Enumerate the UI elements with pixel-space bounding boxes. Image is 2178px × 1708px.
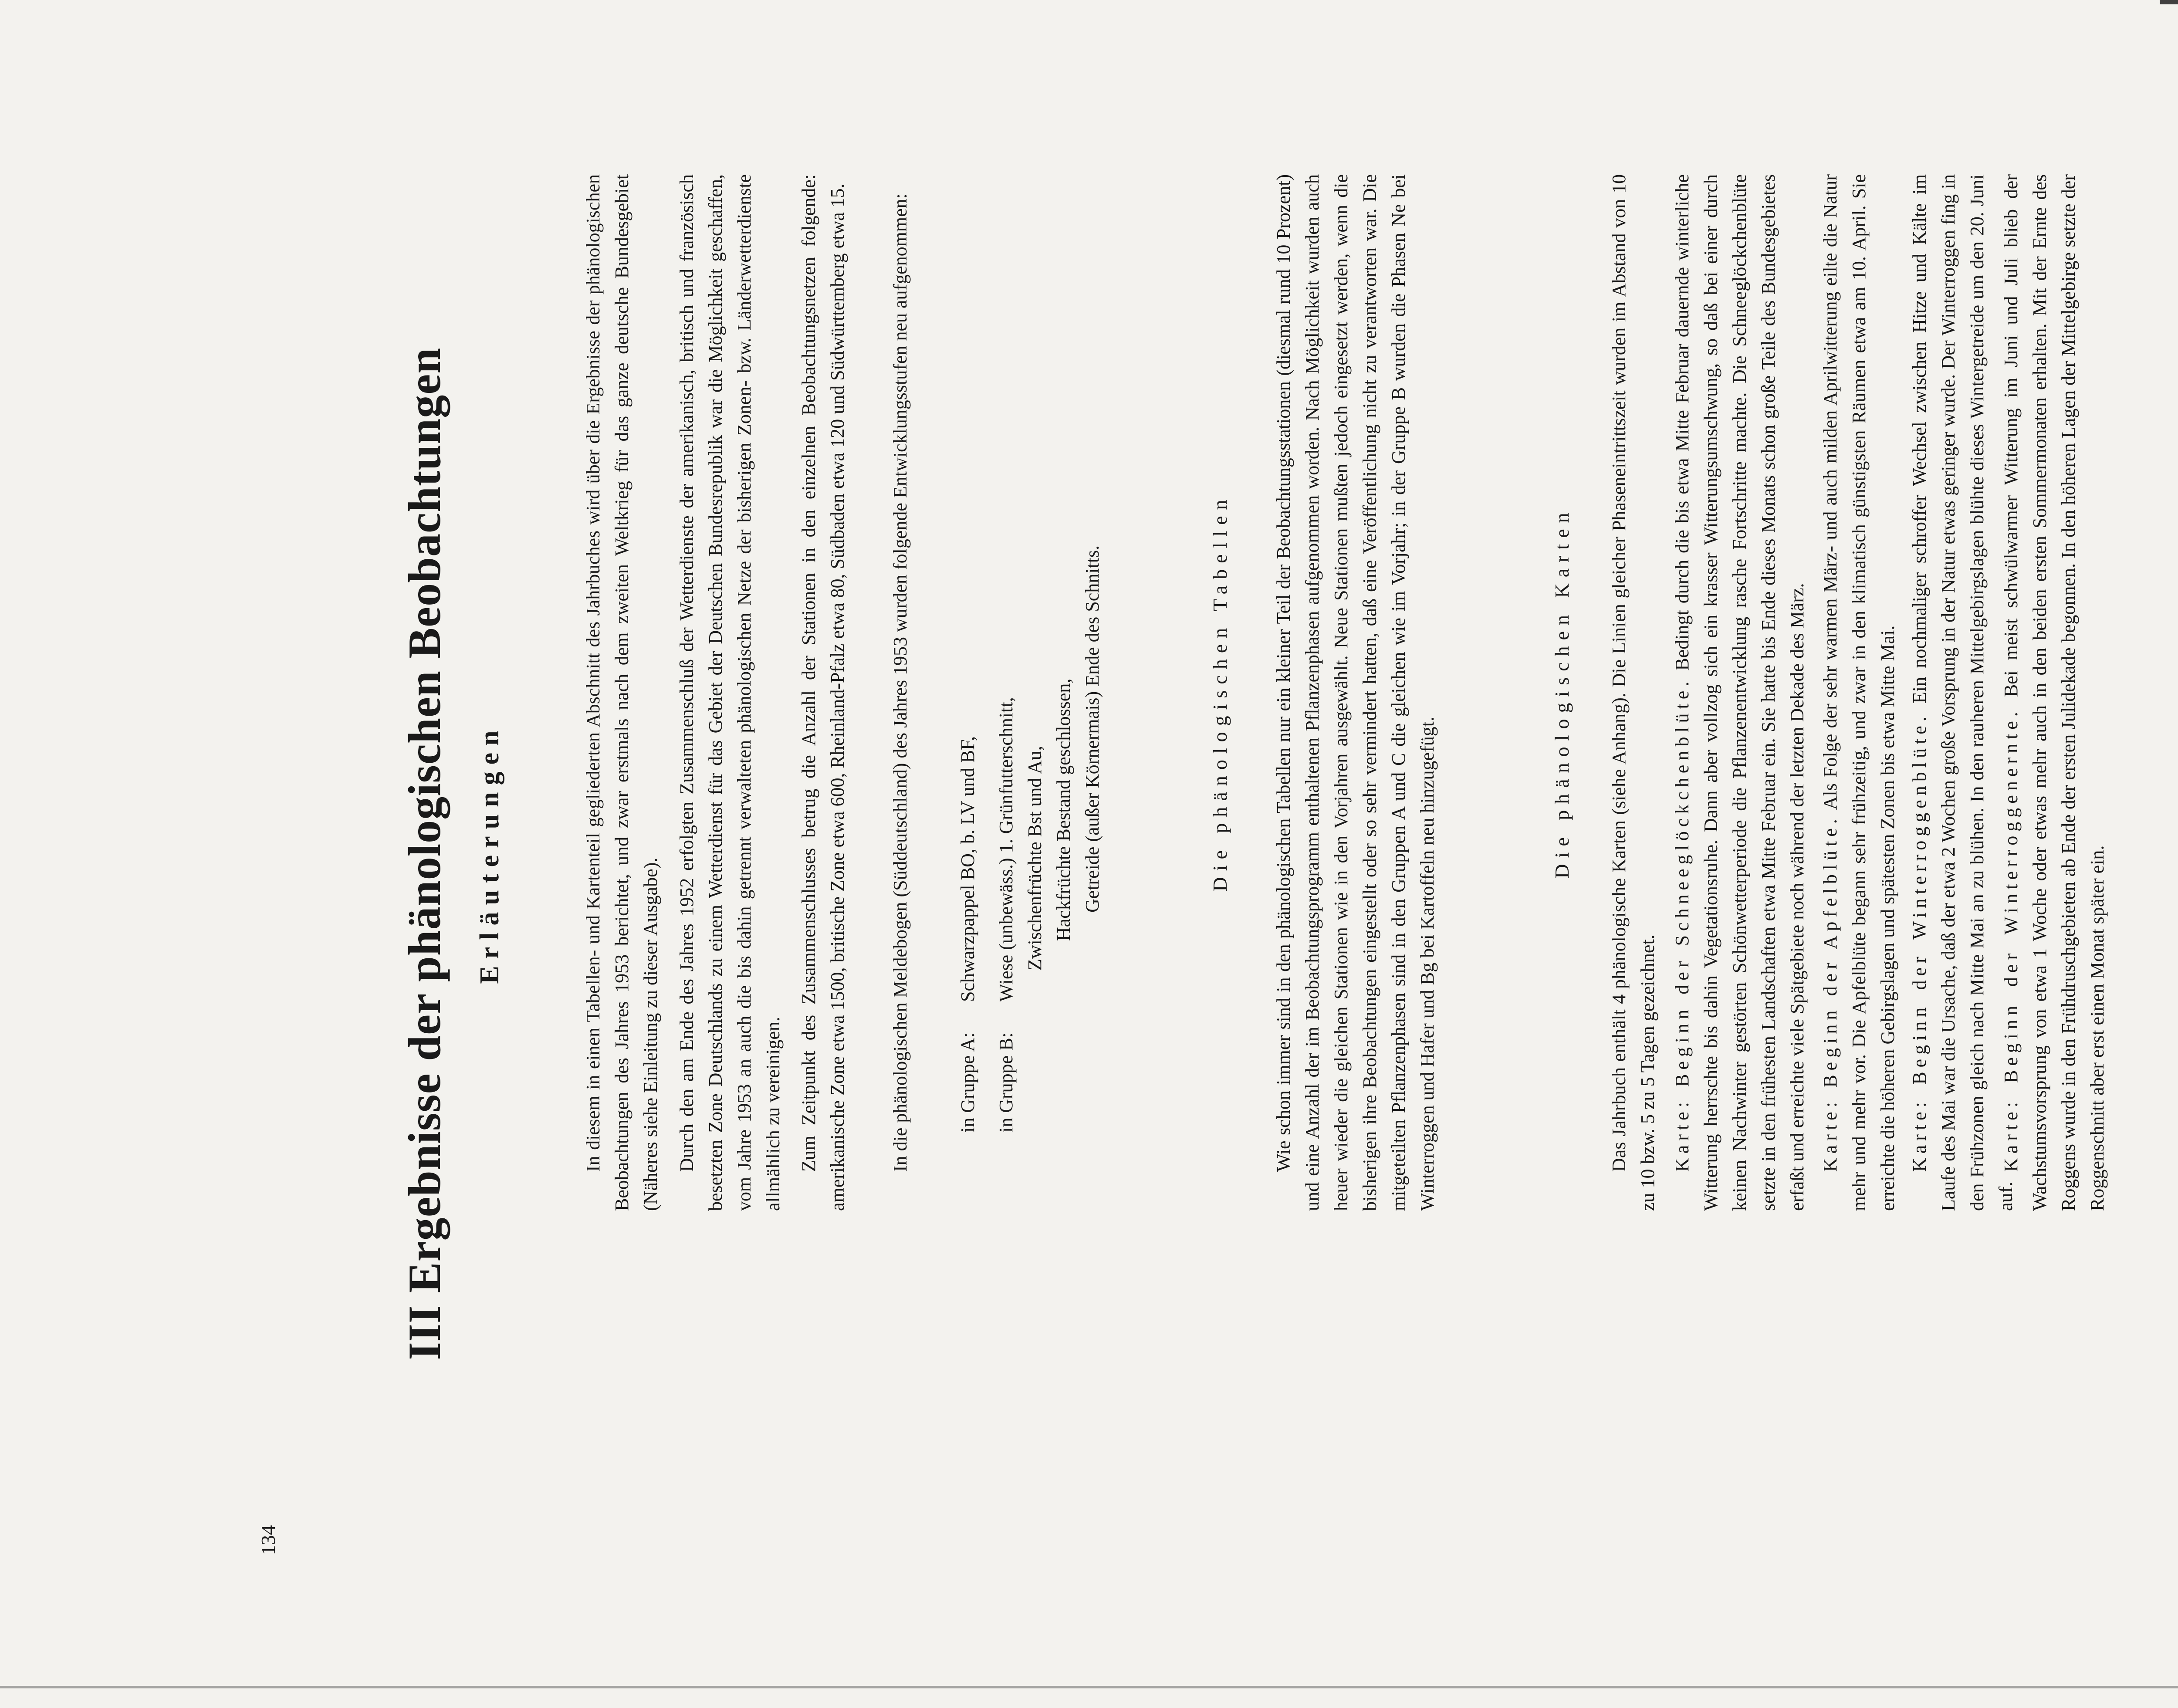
scan-edge-line xyxy=(0,1686,2178,1688)
map-apple-text: Als Folge der sehr warmen März- und auch milden Aprilwitterung eilte die Natur mehr und mehr vor. Die Apfelblüte begann sehr frühzeitig, und zwar in den klimatisch günstigsten Räumen etwa am 10. April. Sie erreichte die höheren Gebirgslagen und spätesten Zonen bis etwa Mitte Mai. xyxy=(1820,174,1898,1211)
intro-paragraph-3: Zum Zeitpunkt des Zusammenschlusses betrug die Anzahl der Stationen in den einzelnen Beobachtungsnetzen folgende: amerikanische Zone etwa 1500, britische Zone etwa 600, Rheinland-Pfalz etwa 80, Südbaden etwa 120 und Südwürttemberg etwa 15. xyxy=(798,174,848,1211)
group-b-line-3: Hackfrüchte Bestand geschlossen, xyxy=(1053,678,1074,941)
main-title: III Ergebnisse der phänologischen Beobachtungen xyxy=(399,347,450,1360)
intro-paragraph-1: In diesem in einen Tabellen- und Kartenteil gegliederten Abschnitt des Jahrbuches wird über die Ergebnisse der phänologischen Beobachtungen des Jahres 1953 berichtet, und zwar erstmals nach dem zweiten Weltkrieg für das ganze deutsche Bundesgebiet (Näheres siehe Einleitung zu dieser Ausgabe). xyxy=(582,174,661,1211)
intro-paragraph-4: In die phänologischen Meldebogen (Süddeutschland) des Jahres 1953 wurden folgende Entwicklungsstufen neu aufgenommen: xyxy=(889,193,911,1172)
map-snowdrop-label: Karte: Beginn der Schneeglöckchenblüte. xyxy=(1671,677,1693,1172)
maps-heading: Die phänologischen Karten xyxy=(1551,507,1573,879)
map-rye-bloom-text: Ein nochmaliger schroffer Wechsel zwischen Hitze und Kälte im Laufe des Mai war die Ursache, daß der etwa 2 Wochen große Vorsprung in der Natur etwas geringer wurde. Der Winterroggen fing in den Frühzonen gleich nach Mitte Mai an zu blühen. In den rauheren Mittelgebirgslagen blühte dieses Wintergetreide um den 20. Juni auf. xyxy=(1909,174,2016,1211)
rotated-content xyxy=(204,135,2121,1573)
tables-heading: Die phänologischen Tabellen xyxy=(1209,494,1231,892)
group-a-label: in Gruppe A: xyxy=(957,1032,978,1133)
map-rye-harvest-label: Karte: Beginn der Winterroggenernte. xyxy=(2000,707,2022,1172)
group-a-row xyxy=(954,174,982,1133)
map-rye-harvest-paragraph xyxy=(1997,174,2112,1211)
group-a-text: Schwarzpappel BO, b. LV und BF, xyxy=(957,736,978,1002)
map-apple-label: Karte: Beginn der Apfelblüte. xyxy=(1820,815,1841,1172)
map-snowdrop-paragraph xyxy=(1668,174,1812,1211)
map-rye-bloom-label: Karte: Beginn der Winterroggenblüte. xyxy=(1909,712,1930,1172)
page-number: 134 xyxy=(257,1525,279,1555)
map-apple-paragraph xyxy=(1816,174,1902,1211)
tables-paragraph: Wie schon immer sind in den phänologischen Tabellen nur ein kleiner Teil der Beobachtungsstationen (diesmal rund 10 Prozent) und eine Anzahl der im Beobachtungsprogramm enthaltenen Pflanzenphasen aufgenommen worden. Nach Möglichkeit wurden auch heuer wieder die gleichen Stationen wie in den Vorjahren ausgewählt. Neue Stationen mußten jedoch eingesetzt werden, wenn die bisherigen ihre Beobachtungen eingestellt oder so sehr vermindert hatten, daß eine Veröffentlichung nicht zu verantworten war. Die mitgeteilten Pflanzenphasen sind in den Gruppen A und C die gleichen wie im Vorjahr; in der Gruppe B wurden die Phasen Ne bei Winterroggen und Hafer und Bg bei Kartoffeln neu hinzugefügt. xyxy=(1273,174,1438,1211)
group-b-items xyxy=(992,174,1107,1002)
intro-paragraph-2: Durch den am Ende des Jahres 1952 erfolgten Zusammenschluß der Wetterdienste der amerikanisch, britisch und französisch besetzten Zone Deutschlands zu einem Wetterdienst für das Gebiet der Deutschen Bundesrepublik war die Möglichkeit geschaffen, vom Jahre 1953 an auch die bis dahin getrennt verwalteten phänologischen Netze der bisherigen Zonen- bzw. Länderwetterdienste allmählich zu vereinigen. xyxy=(676,174,784,1211)
group-b-line-4: Getreide (außer Körnermais) Ende des Schnitts. xyxy=(1082,545,1103,913)
group-list xyxy=(954,174,1107,1133)
group-b-row xyxy=(992,174,1107,1133)
map-rye-harvest-text: Bei meist schwülwarmer Witterung im Juni und Juli blieb der Wachstumsvorsprung von etwa 1 Woche oder etwas mehr auch in den beiden ersten Sommermonaten erhalten. Mit der Ernte des Roggens wurde in den Frühdruschgebieten ab Ende der ersten Julidekade begonnen. In den höheren Lagen der Mittelgebirge setzte der Roggenschnitt aber erst einen Monat später ein. xyxy=(2000,174,2108,1211)
map-snowdrop-text: Bedingt durch die bis etwa Mitte Februar dauernde winterliche Witterung herrschte bis dahin Vegetationsruhe. Dann aber vollzog sich ein krasser Witterungsumschwung, so daß bei einer durch keinen Nachwinter gestörten Schönwetterperiode die Pflanzenentwicklung rasche Fortschritte machte. Die Schneeglöckchenblüte setzte in den frühesten Landschaften etwa Mitte Februar ein. Sie hatte bis Ende dieses Monats schon große Teile des Bundesgebietes erfaßt und erreichte viele Spätgebiete noch während der letzten Dekade des März. xyxy=(1671,174,1808,1211)
maps-intro-paragraph: Das Jahrbuch enthält 4 phänologische Karten (siehe Anhang). Die Linien gleicher Phaseneintrittszeit wurden im Abstand von 10 zu 10 bzw. 5 zu 5 Tagen gezeichnet. xyxy=(1608,174,1658,1211)
group-b-label: in Gruppe B: xyxy=(995,1032,1017,1133)
section-subtitle: Erläuterungen xyxy=(475,724,504,984)
group-b-line-1: Wiese (unbewäss.) 1. Grünfutterschnitt, xyxy=(995,697,1017,1002)
group-b-line-2: Zwischenfrüchte Bst und Au, xyxy=(1024,746,1045,971)
scan-corner-mark xyxy=(2160,0,2178,22)
